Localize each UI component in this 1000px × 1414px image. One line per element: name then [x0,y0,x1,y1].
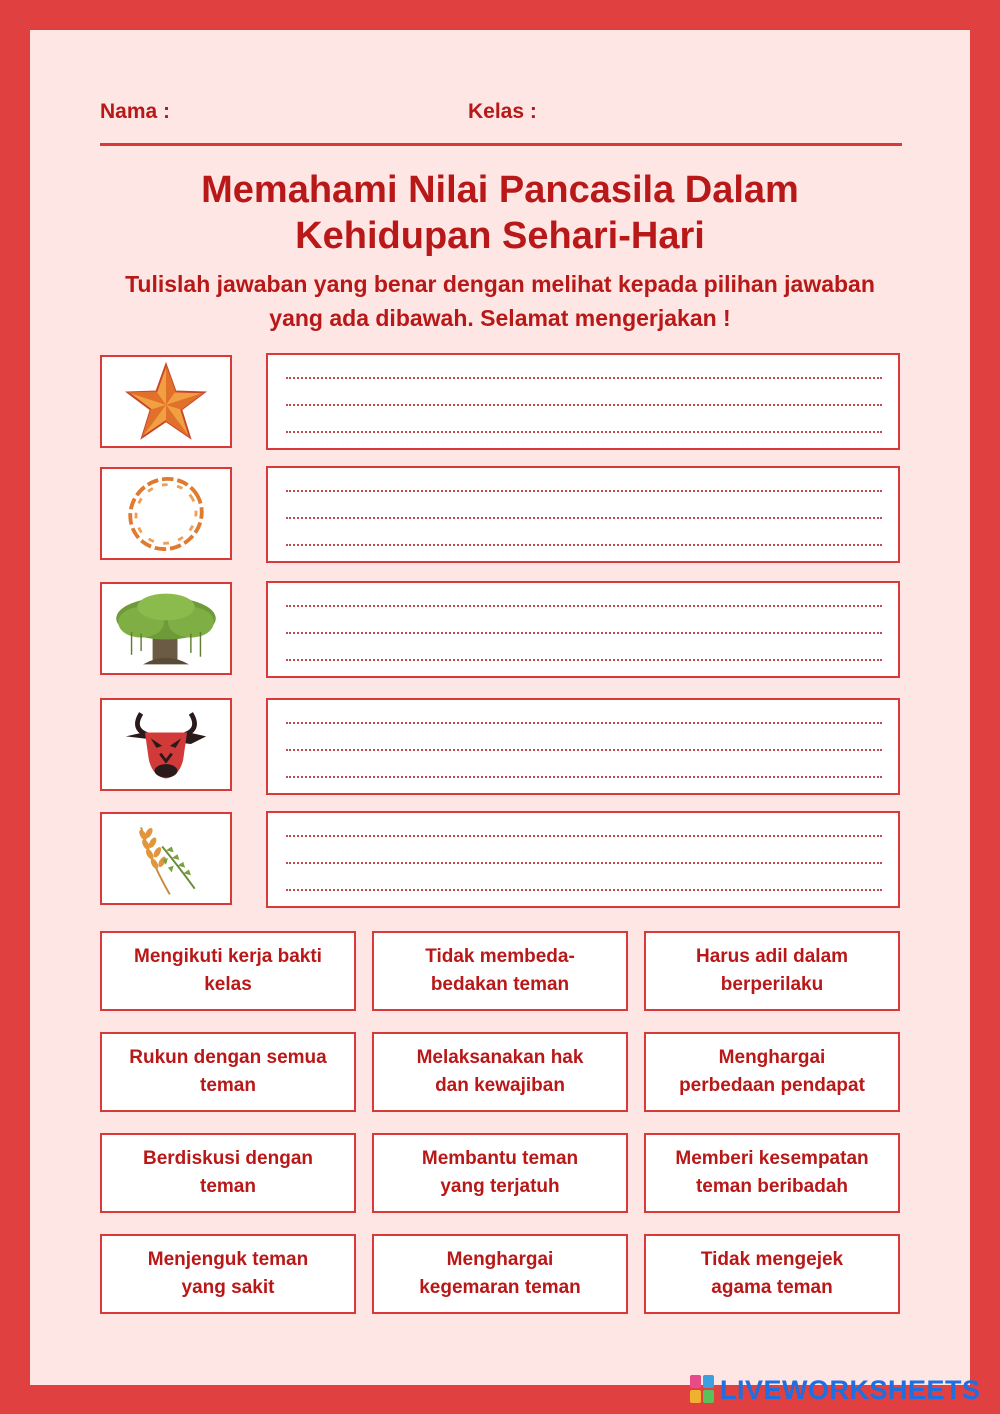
header-divider [100,143,902,146]
option-card-3[interactable]: Harus adil dalam berperilaku [644,931,900,1011]
symbol-box-2 [100,467,232,560]
symbol-box-1 [100,355,232,448]
watermark-text: LIVEWORKSHEETS [720,1374,981,1405]
answer-box-3[interactable] [266,581,900,678]
option-card-9[interactable]: Memberi kesempatan teman beribadah [644,1133,900,1213]
star-icon [102,357,230,446]
class-label: Kelas : [468,100,537,123]
option-card-7[interactable]: Berdiskusi dengan teman [100,1133,356,1213]
answer-box-4[interactable] [266,698,900,795]
symbol-box-4 [100,698,232,791]
option-card-5[interactable]: Melaksanakan hak dan kewajiban [372,1032,628,1112]
chain-icon [102,469,230,558]
symbol-box-3 [100,582,232,675]
liveworksheets-watermark[interactable] [690,1372,990,1408]
answer-box-1[interactable] [266,353,900,450]
option-card-2[interactable]: Tidak membeda- bedakan teman [372,931,628,1011]
bull-head-icon [102,700,230,789]
rice-cotton-icon [102,814,230,903]
page-title-line2: Kehidupan Sehari-Hari [295,215,705,257]
option-card-6[interactable]: Menghargai perbedaan pendapat [644,1032,900,1112]
banyan-tree-icon [102,584,230,673]
option-card-12[interactable]: Tidak mengejek agama teman [644,1234,900,1314]
name-label: Nama : [100,100,171,123]
answer-box-2[interactable] [266,466,900,563]
instructions-line2: yang ada dibawah. Selamat mengerjakan ! [269,305,731,331]
option-card-1[interactable]: Mengikuti kerja bakti kelas [100,931,356,1011]
page-title-line1: Memahami Nilai Pancasila Dalam [201,169,799,211]
worksheet-page [30,30,970,1385]
liveworksheets-logo-icon [690,1375,716,1405]
option-card-4[interactable]: Rukun dengan semua teman [100,1032,356,1112]
option-card-11[interactable]: Menghargai kegemaran teman [372,1234,628,1314]
symbol-box-5 [100,812,232,905]
option-card-10[interactable]: Menjenguk teman yang sakit [100,1234,356,1314]
option-card-8[interactable]: Membantu teman yang terjatuh [372,1133,628,1213]
answer-box-5[interactable] [266,811,900,908]
instructions-line1: Tulislah jawaban yang benar dengan melihat kepada pilihan jawaban [125,271,875,297]
